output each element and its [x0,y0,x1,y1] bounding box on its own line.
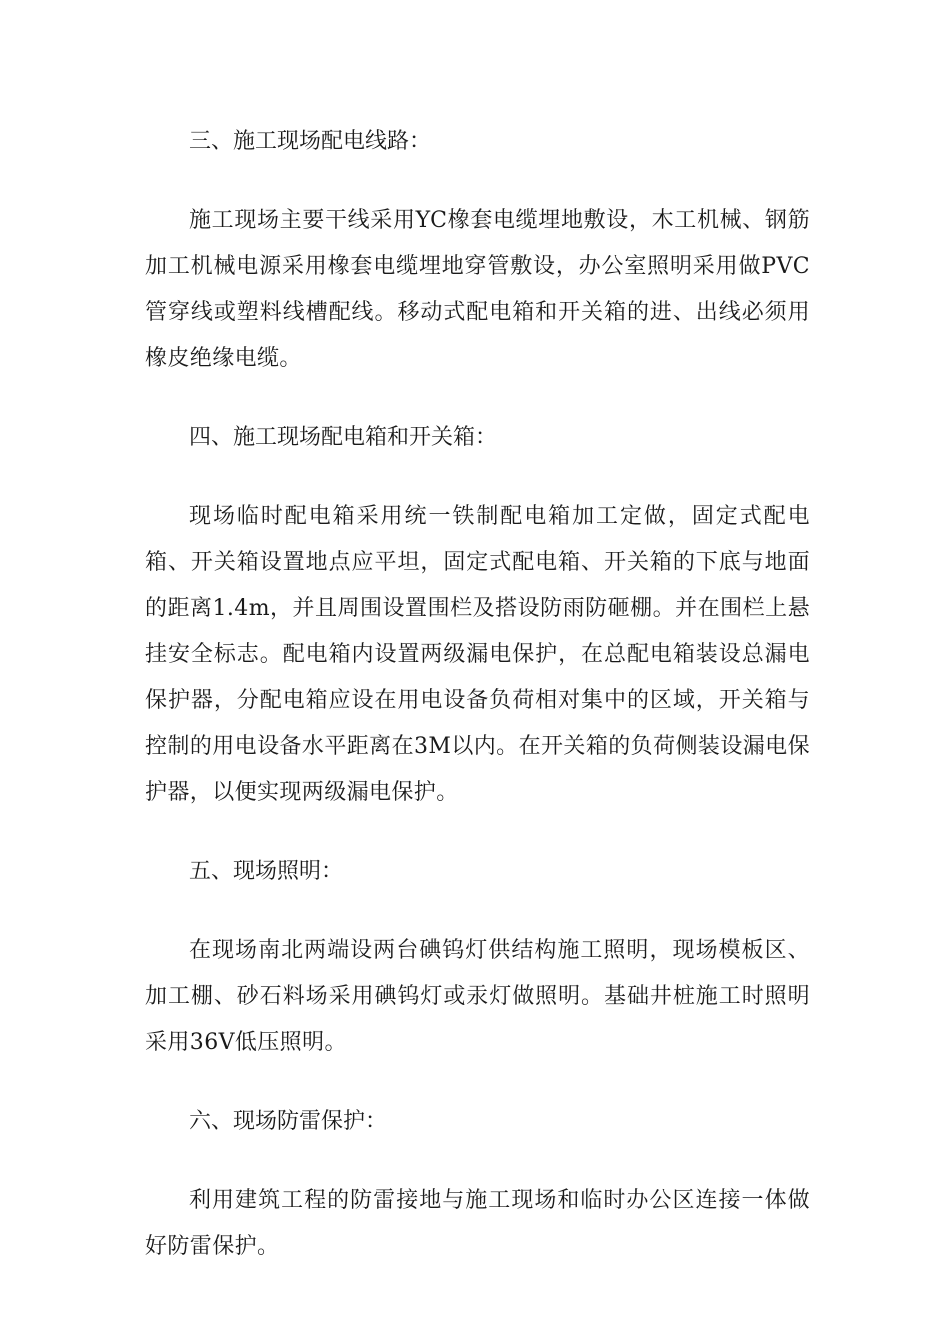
section-body-5: 在现场南北两端设两台碘钨灯供结构施工照明，现场模板区、加工棚、砂石料场采用碘钨灯或汞灯做照明。基础井桩施工时照明采用36V低压照明。 [145,938,810,1055]
section-body-6: 利用建筑工程的防雷接地与施工现场和临时办公区连接一体做好防雷保护。 [145,1188,810,1259]
section-heading-6: 六、现场防雷保护： [189,1109,388,1134]
section-heading-4: 四、施工现场配电箱和开关箱： [189,425,498,450]
section-body-3: 施工现场主要干线采用YC橡套电缆埋地敷设，木工机械、钢筋加工机械电源采用橡套电缆埋地穿管敷设，办公室照明采用做PVC管穿线或塑料线槽配线。移动式配电箱和开关箱的进、出线必须用橡皮绝缘电缆。 [145,208,810,371]
section-body-4: 现场临时配电箱采用统一铁制配电箱加工定做，固定式配电箱、开关箱设置地点应平坦，固定式配电箱、开关箱的下底与地面的距离1.4m，并且周围设置围栏及搭设防雨防砸棚。并在围栏上悬挂安全标志。配电箱内设置两级漏电保护，在总配电箱装设总漏电保护器，分配电箱应设在用电设备负荷相对集中的区域，开关箱与控制的用电设备水平距离在3M以内。在开关箱的负荷侧装设漏电保护器，以便实现两级漏电保护。 [145,504,810,805]
section-heading-5: 五、现场照明： [189,859,344,884]
section-heading-3: 三、施工现场配电线路： [189,129,432,154]
